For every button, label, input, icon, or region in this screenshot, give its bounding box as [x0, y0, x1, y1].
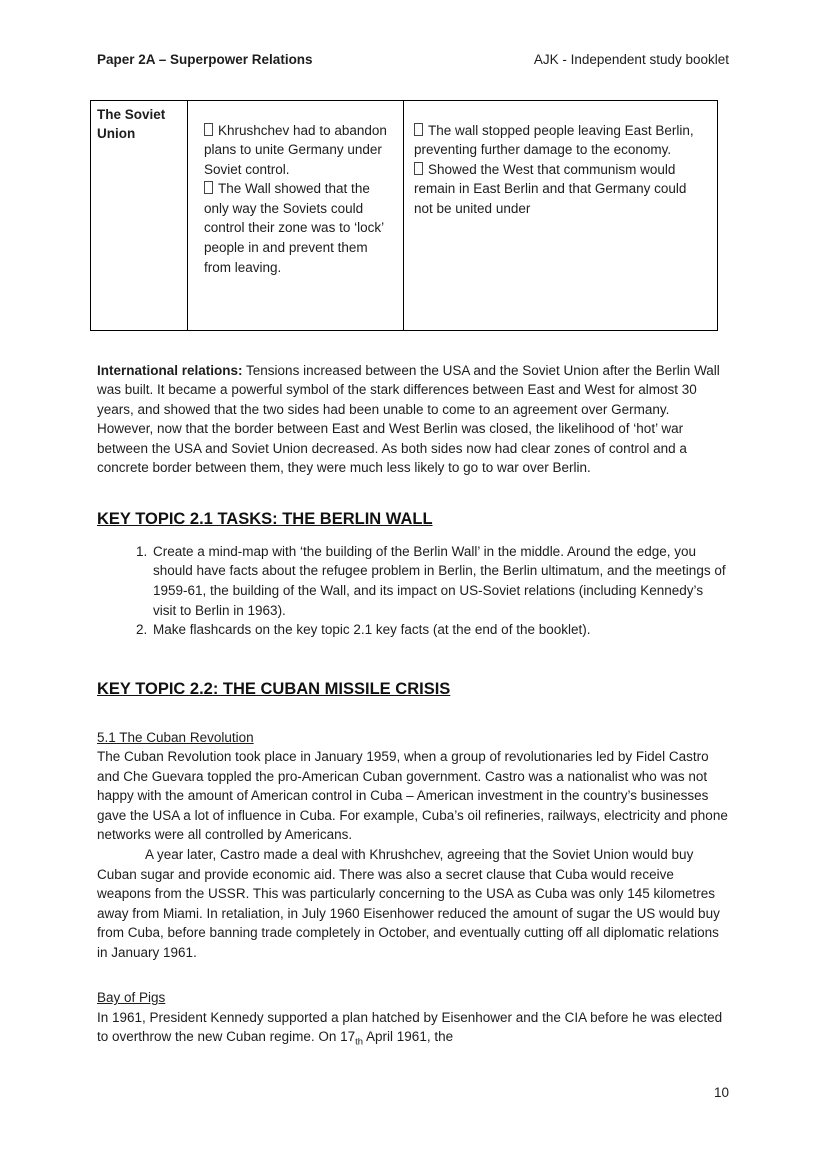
bullet-item: [414, 160, 705, 219]
task-list-item: 2. Make flashcards on the key topic 2.1 key facts (at the end of the booklet).: [151, 620, 729, 640]
cuban-revolution-paragraph-1: The Cuban Revolution took place in January 1959, when a group of revolutionaries led by Fidel Castro and Che Guevara toppled the pro-American Cuban government. Castro was a nationalist who was not happy with the amount of American control in Cuba – American investment in the country’s businesses gave the USA a lot of influence in Cuba. For example, Cuba’s oil refineries, railways, electricity and phone networks were all controlled by Americans.: [97, 749, 728, 843]
paragraph-text: Tensions increased between the USA and the Soviet Union after the Berlin Wall was built. It became a powerful symbol of the stark differences between East and West for almost 30 years, and showed that the two sides had been unable to come to an agreement over Germany.: [97, 362, 720, 417]
soviet-union-table: [90, 100, 718, 331]
international-relations-section: [97, 361, 729, 478]
subheading-cuban-revolution: 5.1 The Cuban Revolution: [97, 729, 254, 745]
international-relations-paragraph-2: However, now that the border between East and West Berlin was closed, the likelihood of ‘hot’ war between the USA and Soviet Union decreased. As both sides now had clear zones of control and a concrete border between them, they were much less likely to go to war over Berlin.: [97, 421, 687, 476]
section-heading-key-topic-2-1: KEY TOPIC 2.1 TASKS: THE BERLIN WALL: [97, 509, 433, 528]
page-header: [97, 50, 729, 70]
bullet-item: [204, 179, 391, 277]
missing-glyph-bullet-icon: [414, 123, 423, 136]
bay-of-pigs-paragraph: [97, 1008, 729, 1050]
missing-glyph-bullet-icon: [414, 162, 423, 175]
table-row: [91, 100, 718, 330]
subheading-bay-of-pigs: Bay of Pigs: [97, 990, 166, 1006]
section-heading-key-topic-2-2: KEY TOPIC 2.2: THE CUBAN MISSILE CRISIS: [97, 679, 451, 698]
table-cell-soviet-costs: [188, 100, 404, 330]
missing-glyph-bullet-icon: [204, 181, 213, 194]
page-number: 10: [713, 1085, 729, 1100]
bullet-item: [204, 121, 391, 180]
table-cell-soviet-benefits: [404, 100, 718, 330]
bullet-item: [414, 121, 705, 160]
task-list: [97, 542, 729, 640]
bullet-text: Khrushchev had to abandon plans to unite Germany under Soviet control.: [204, 122, 387, 177]
header-right-title: AJK - Independent study booklet: [533, 52, 729, 67]
paragraph-text: In 1961, President Kennedy supported a plan hatched by Eisenhower and the CIA before he was elected to overthrow the new Cuban regime. On 17: [97, 1009, 723, 1045]
missing-glyph-bullet-icon: [204, 123, 213, 136]
paragraph-text: April 1961, the: [363, 1029, 454, 1045]
international-relations-paragraph: [97, 361, 729, 420]
task-list-item: 1. Create a mind-map with ‘the building of the Berlin Wall’ in the middle. Around the edge, you should have facts about the refugee problem in Berlin, the Berlin ultimatum, and the meetings of 1959-61, the building of the Wall, and its impact on US-Soviet relations (including Kennedy’s visit to Berlin in 1963).: [151, 542, 729, 620]
bullet-text: Showed the West that communism would remain in East Berlin and that Germany could not be united under: [414, 161, 687, 216]
cuban-revolution-paragraph-2: A year later, Castro made a deal with Khrushchev, agreeing that the Soviet Union would buy Cuban sugar and provide economic aid. There was also a secret clause that Cuba would receive weapons from the USSR. This was particularly concerning to the USA as Cuba was only 145 kilometres away from Miami. In retaliation, in July 1960 Eisenhower reduced the amount of sugar the US would buy from Cuba, before banning trade completely in October, and eventually cutting off all diplomatic relations in January 1961.: [97, 846, 720, 960]
header-left-title: Paper 2A – Superpower Relations: [97, 52, 313, 67]
table-row-header: The Soviet Union: [91, 100, 188, 330]
bullet-text: The wall stopped people leaving East Berlin, preventing further damage to the economy.: [414, 122, 694, 158]
bullet-text: The Wall showed that the only way the Soviets could control their zone was to ‘lock’ people in and prevent them from leaving.: [204, 181, 384, 275]
ordinal-suffix: th: [355, 1037, 364, 1049]
paragraph-lead-label: International relations:: [97, 362, 243, 378]
